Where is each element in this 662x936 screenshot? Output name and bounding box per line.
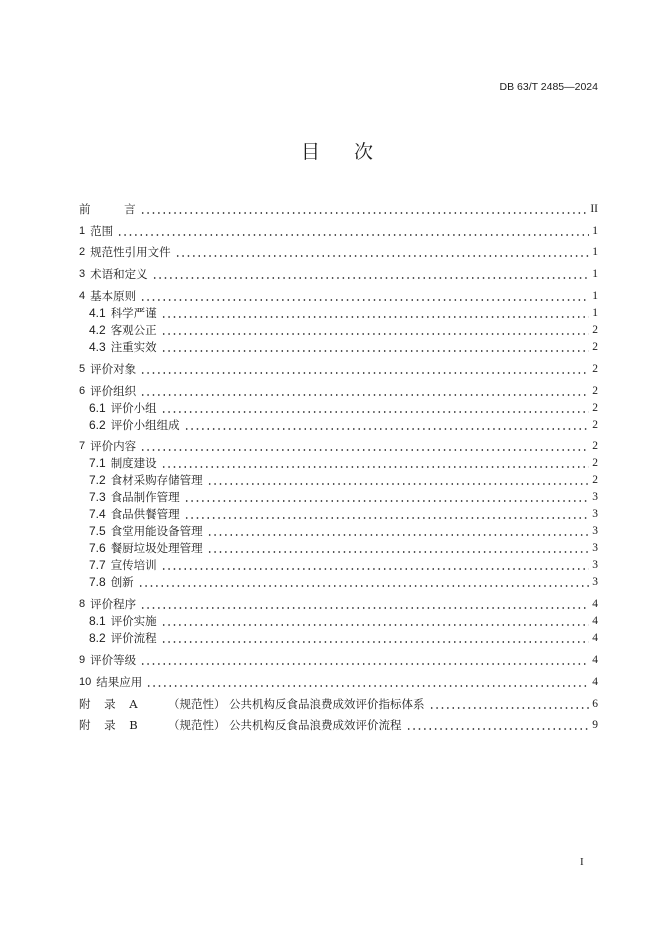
toc-entry-title: 食品供餐管理 bbox=[110, 507, 180, 522]
toc-leader-dots bbox=[175, 244, 590, 261]
toc-leader-dots bbox=[207, 472, 590, 489]
toc-entry-5[interactable] bbox=[79, 361, 598, 378]
toc-entry-number: 7 bbox=[79, 440, 86, 453]
toc-entry-page: 2 bbox=[592, 474, 598, 487]
toc-entry-page: II bbox=[590, 202, 598, 215]
toc-entry-page: 3 bbox=[592, 576, 598, 589]
toc-entry-title: 餐厨垃圾处理管理 bbox=[110, 541, 203, 556]
toc-entry-page: 1 bbox=[592, 306, 598, 319]
toc-entry-number: 7.4 bbox=[89, 507, 106, 522]
toc-entry-title: 术语和定义 bbox=[90, 267, 148, 282]
appendix-prefix: 附 录 B bbox=[79, 718, 138, 733]
toc-entry-title: 公共机构反食品浪费成效评价指标体系 bbox=[229, 696, 425, 711]
toc-leader-dots bbox=[140, 438, 589, 455]
toc-leader-dots bbox=[161, 339, 590, 356]
toc-entry-number: 6.2 bbox=[89, 417, 106, 432]
toc-entry-number: 6.1 bbox=[89, 400, 106, 415]
toc-entry-number: 7.5 bbox=[89, 524, 106, 539]
toc-entry-4[interactable] bbox=[79, 288, 598, 305]
toc-entry-title: 评价程序 bbox=[90, 597, 137, 612]
toc-entry-number: 7.6 bbox=[89, 541, 106, 556]
toc-entry-page: 1 bbox=[592, 268, 598, 281]
toc-leader-dots bbox=[140, 361, 589, 378]
toc-entry-page: 4 bbox=[592, 632, 598, 645]
toc-entry-6-1[interactable] bbox=[79, 400, 598, 417]
toc-entry-title: 评价内容 bbox=[90, 439, 137, 454]
toc-entry-page: 3 bbox=[592, 508, 598, 521]
toc-entry-7-8[interactable] bbox=[79, 574, 598, 591]
toc-leader-dots bbox=[146, 674, 589, 691]
toc-entry-title: 食品制作管理 bbox=[110, 490, 180, 505]
toc-entry-number: 8.1 bbox=[89, 614, 106, 629]
toc-entry-6[interactable] bbox=[79, 383, 598, 400]
toc-entry-page: 3 bbox=[592, 542, 598, 555]
toc-leader-dots bbox=[140, 383, 589, 400]
toc-entry-2[interactable] bbox=[79, 244, 598, 261]
toc-entry-6-2[interactable] bbox=[79, 417, 598, 434]
toc-entry-7-5[interactable] bbox=[79, 523, 598, 540]
toc-entry-title: 评价小组组成 bbox=[110, 417, 180, 432]
toc-leader-dots bbox=[138, 574, 590, 591]
toc-entry-3[interactable] bbox=[79, 266, 598, 283]
toc-entry-number: 2 bbox=[79, 246, 86, 259]
page-title: 目 次 bbox=[301, 141, 374, 163]
toc-entry-foreword[interactable] bbox=[79, 201, 598, 218]
toc-entry-page: 2 bbox=[592, 323, 598, 336]
toc-entry-9[interactable] bbox=[79, 652, 598, 669]
toc-entry-number: 6 bbox=[79, 384, 86, 397]
toc-entry-number: 1 bbox=[79, 224, 86, 237]
toc-leader-dots bbox=[161, 322, 590, 339]
toc-entry-number: 7.1 bbox=[89, 456, 106, 471]
toc-entry-title: 宣传培训 bbox=[110, 558, 157, 573]
toc-entry-7-7[interactable] bbox=[79, 557, 598, 574]
toc-entry-page: 1 bbox=[592, 224, 598, 237]
toc-leader-dots bbox=[406, 717, 590, 734]
toc-entry-title: 科学严谨 bbox=[110, 305, 157, 320]
toc-entry-title: 注重实效 bbox=[110, 339, 157, 354]
toc-entry-number: 7.7 bbox=[89, 558, 106, 573]
toc-leader-dots bbox=[117, 223, 589, 240]
toc-entry-number: 7.2 bbox=[89, 473, 106, 488]
toc-leader-dots bbox=[161, 613, 590, 630]
toc-entry-page: 2 bbox=[592, 457, 598, 470]
toc-entry-appendix-a[interactable] bbox=[79, 696, 598, 713]
document-code: DB 63/T 2485—2024 bbox=[499, 81, 598, 93]
toc-entry-1[interactable] bbox=[79, 223, 598, 240]
toc-entry-10[interactable] bbox=[79, 674, 598, 691]
toc-entry-7[interactable] bbox=[79, 438, 598, 455]
toc-entry-appendix-b[interactable] bbox=[79, 717, 598, 734]
toc-entry-8-1[interactable] bbox=[79, 613, 598, 630]
toc-entry-title: 规范性引用文件 bbox=[90, 245, 171, 260]
toc-entry-title: 评价组织 bbox=[90, 383, 137, 398]
toc-entry-page: 3 bbox=[592, 525, 598, 538]
toc-entry-title: 基本原则 bbox=[90, 288, 137, 303]
toc-entry-8-2[interactable] bbox=[79, 630, 598, 647]
toc-entry-title: 公共机构反食品浪费成效评价流程 bbox=[229, 718, 402, 733]
toc-entry-number: 9 bbox=[79, 653, 86, 666]
toc-entry-page: 2 bbox=[592, 401, 598, 414]
toc-entry-7-2[interactable] bbox=[79, 472, 598, 489]
toc-entry-number: 8 bbox=[79, 598, 86, 611]
toc-entry-8[interactable] bbox=[79, 596, 598, 613]
toc-entry-number: 7.3 bbox=[89, 490, 106, 505]
toc-entry-7-4[interactable] bbox=[79, 506, 598, 523]
appendix-type: （规范性） bbox=[168, 718, 226, 733]
toc-entry-number: 4.2 bbox=[89, 322, 106, 337]
appendix-prefix: 附 录 A bbox=[79, 696, 138, 711]
toc-leader-dots bbox=[152, 266, 590, 283]
toc-entry-4-2[interactable] bbox=[79, 322, 598, 339]
toc-entry-title: 评价对象 bbox=[90, 361, 137, 376]
toc-entry-title: 客观公正 bbox=[110, 322, 157, 337]
toc-entry-7-6[interactable] bbox=[79, 540, 598, 557]
toc-entry-title: 前 言 bbox=[79, 201, 136, 216]
toc-entry-number: 4 bbox=[79, 289, 86, 302]
toc-entry-title: 结果应用 bbox=[96, 674, 143, 689]
toc-entry-number: 10 bbox=[79, 675, 92, 688]
toc-entry-title: 创新 bbox=[110, 575, 134, 590]
toc-entry-4-1[interactable] bbox=[79, 305, 598, 322]
toc-leader-dots bbox=[161, 455, 590, 472]
toc-leader-dots bbox=[207, 523, 590, 540]
toc-entry-title: 评价等级 bbox=[90, 652, 137, 667]
toc-entry-4-3[interactable] bbox=[79, 339, 598, 356]
toc-entry-page: 4 bbox=[592, 598, 598, 611]
toc-entry-number: 4.3 bbox=[89, 339, 106, 354]
toc-entry-page: 9 bbox=[592, 719, 598, 732]
page-number: I bbox=[580, 856, 584, 868]
toc-leader-dots bbox=[140, 201, 588, 218]
toc-entry-number: 7.8 bbox=[89, 575, 106, 590]
toc-leader-dots bbox=[140, 288, 589, 305]
toc-leader-dots bbox=[161, 400, 590, 417]
toc-leader-dots bbox=[184, 417, 590, 434]
toc-entry-title: 制度建设 bbox=[110, 456, 157, 471]
toc-entry-title: 范围 bbox=[90, 223, 114, 238]
table-of-contents bbox=[79, 196, 598, 734]
toc-entry-page: 4 bbox=[592, 675, 598, 688]
toc-entry-page: 1 bbox=[592, 289, 598, 302]
toc-entry-page: 2 bbox=[592, 418, 598, 431]
toc-leader-dots bbox=[161, 305, 590, 322]
toc-entry-page: 2 bbox=[592, 440, 598, 453]
toc-entry-title: 食材采购存储管理 bbox=[110, 473, 203, 488]
toc-entry-page: 2 bbox=[592, 362, 598, 375]
toc-leader-dots bbox=[184, 506, 590, 523]
toc-leader-dots bbox=[161, 630, 590, 647]
toc-leader-dots bbox=[140, 596, 589, 613]
toc-leader-dots bbox=[161, 557, 590, 574]
toc-entry-number: 8.2 bbox=[89, 631, 106, 646]
toc-entry-title: 评价实施 bbox=[110, 614, 157, 629]
toc-entry-7-3[interactable] bbox=[79, 489, 598, 506]
toc-leader-dots bbox=[184, 489, 590, 506]
toc-entry-number: 3 bbox=[79, 268, 86, 281]
toc-entry-title: 评价小组 bbox=[110, 400, 157, 415]
toc-entry-7-1[interactable] bbox=[79, 455, 598, 472]
toc-leader-dots bbox=[140, 652, 589, 669]
toc-entry-page: 1 bbox=[592, 246, 598, 259]
toc-entry-page: 4 bbox=[592, 615, 598, 628]
toc-leader-dots bbox=[207, 540, 590, 557]
toc-entry-page: 3 bbox=[592, 491, 598, 504]
toc-entry-page: 4 bbox=[592, 653, 598, 666]
toc-entry-title: 食堂用能设备管理 bbox=[110, 524, 203, 539]
toc-leader-dots bbox=[429, 696, 590, 713]
toc-entry-title: 评价流程 bbox=[110, 631, 157, 646]
toc-entry-page: 3 bbox=[592, 559, 598, 572]
toc-entry-page: 2 bbox=[592, 340, 598, 353]
toc-entry-number: 4.1 bbox=[89, 305, 106, 320]
toc-entry-page: 2 bbox=[592, 384, 598, 397]
toc-entry-number: 5 bbox=[79, 362, 86, 375]
appendix-type: （规范性） bbox=[168, 696, 226, 711]
toc-entry-page: 6 bbox=[592, 697, 598, 710]
